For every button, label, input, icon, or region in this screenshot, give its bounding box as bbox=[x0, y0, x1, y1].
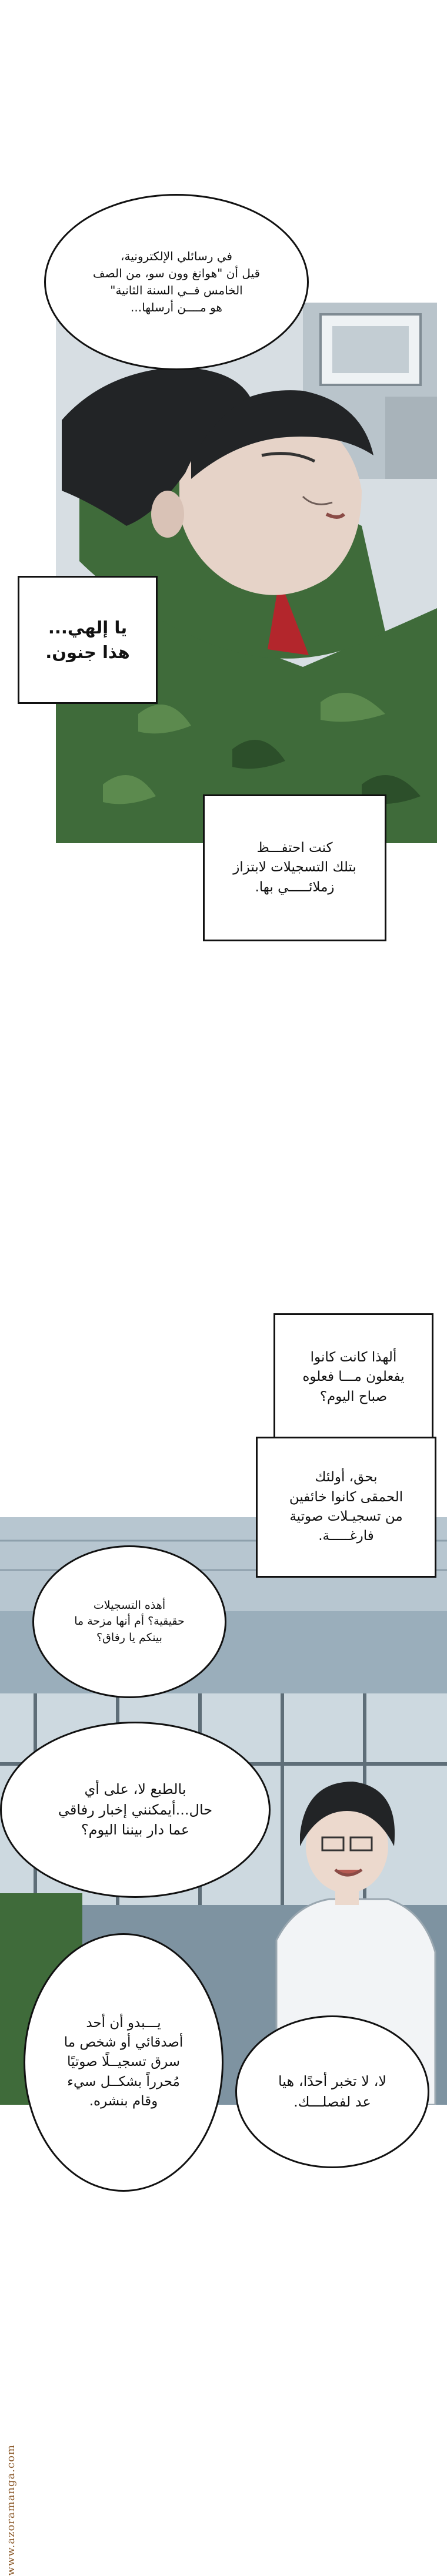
site-watermark: www.azoramanga.com bbox=[5, 2444, 17, 2576]
panel-art-man bbox=[56, 303, 437, 843]
speech-bubble-someone-stole: يـــبدو أن أحد أصدقائي أو شخص ما سرق تسجيــلًا صوتيًا مُحرراً بشكــل سيء وقام بنشره. bbox=[24, 1933, 224, 2192]
speech-bubble-dont-tell: لا، لا تخبر أحدًا، هيا عد لفصلـــك. bbox=[235, 2015, 429, 2168]
caption-box-idiots-afraid: بحق، أولئك الحمقى كانوا خائفين من تسجيـلات صوتية فارغـــــة. bbox=[256, 1437, 436, 1578]
caption-box-oh-god: يا إلهي... هذا جنون. bbox=[18, 576, 158, 704]
speech-bubble-are-recordings-real: أهذه التسجيلات حقيقية؟ أم أنها مزحة ما بينكم يا رفاق؟ bbox=[32, 1545, 226, 1698]
speech-bubble-of-course-not: بالطبع لا، على أي حال...أيمكنني إخبار رفاقي عما دار بيننا اليوم؟ bbox=[0, 1722, 271, 1898]
caption-box-recordings-blackmail: كنت احتفـــظ بتلك التسجيلات لابتزاز زملائـــــي بها. bbox=[203, 794, 386, 941]
panel-man-floral-shirt bbox=[56, 303, 437, 843]
caption-box-this-morning: ألهذا كانت كانوا يفعلون مـــا فعلوه صباح اليوم؟ bbox=[273, 1313, 433, 1441]
speech-bubble-emails: في رسائلي الإلكترونية، قيل أن "هوانغ وون سو، من الصف الخامس فــي السنة الثانية" هو مــــن أرسلها... bbox=[44, 194, 309, 370]
